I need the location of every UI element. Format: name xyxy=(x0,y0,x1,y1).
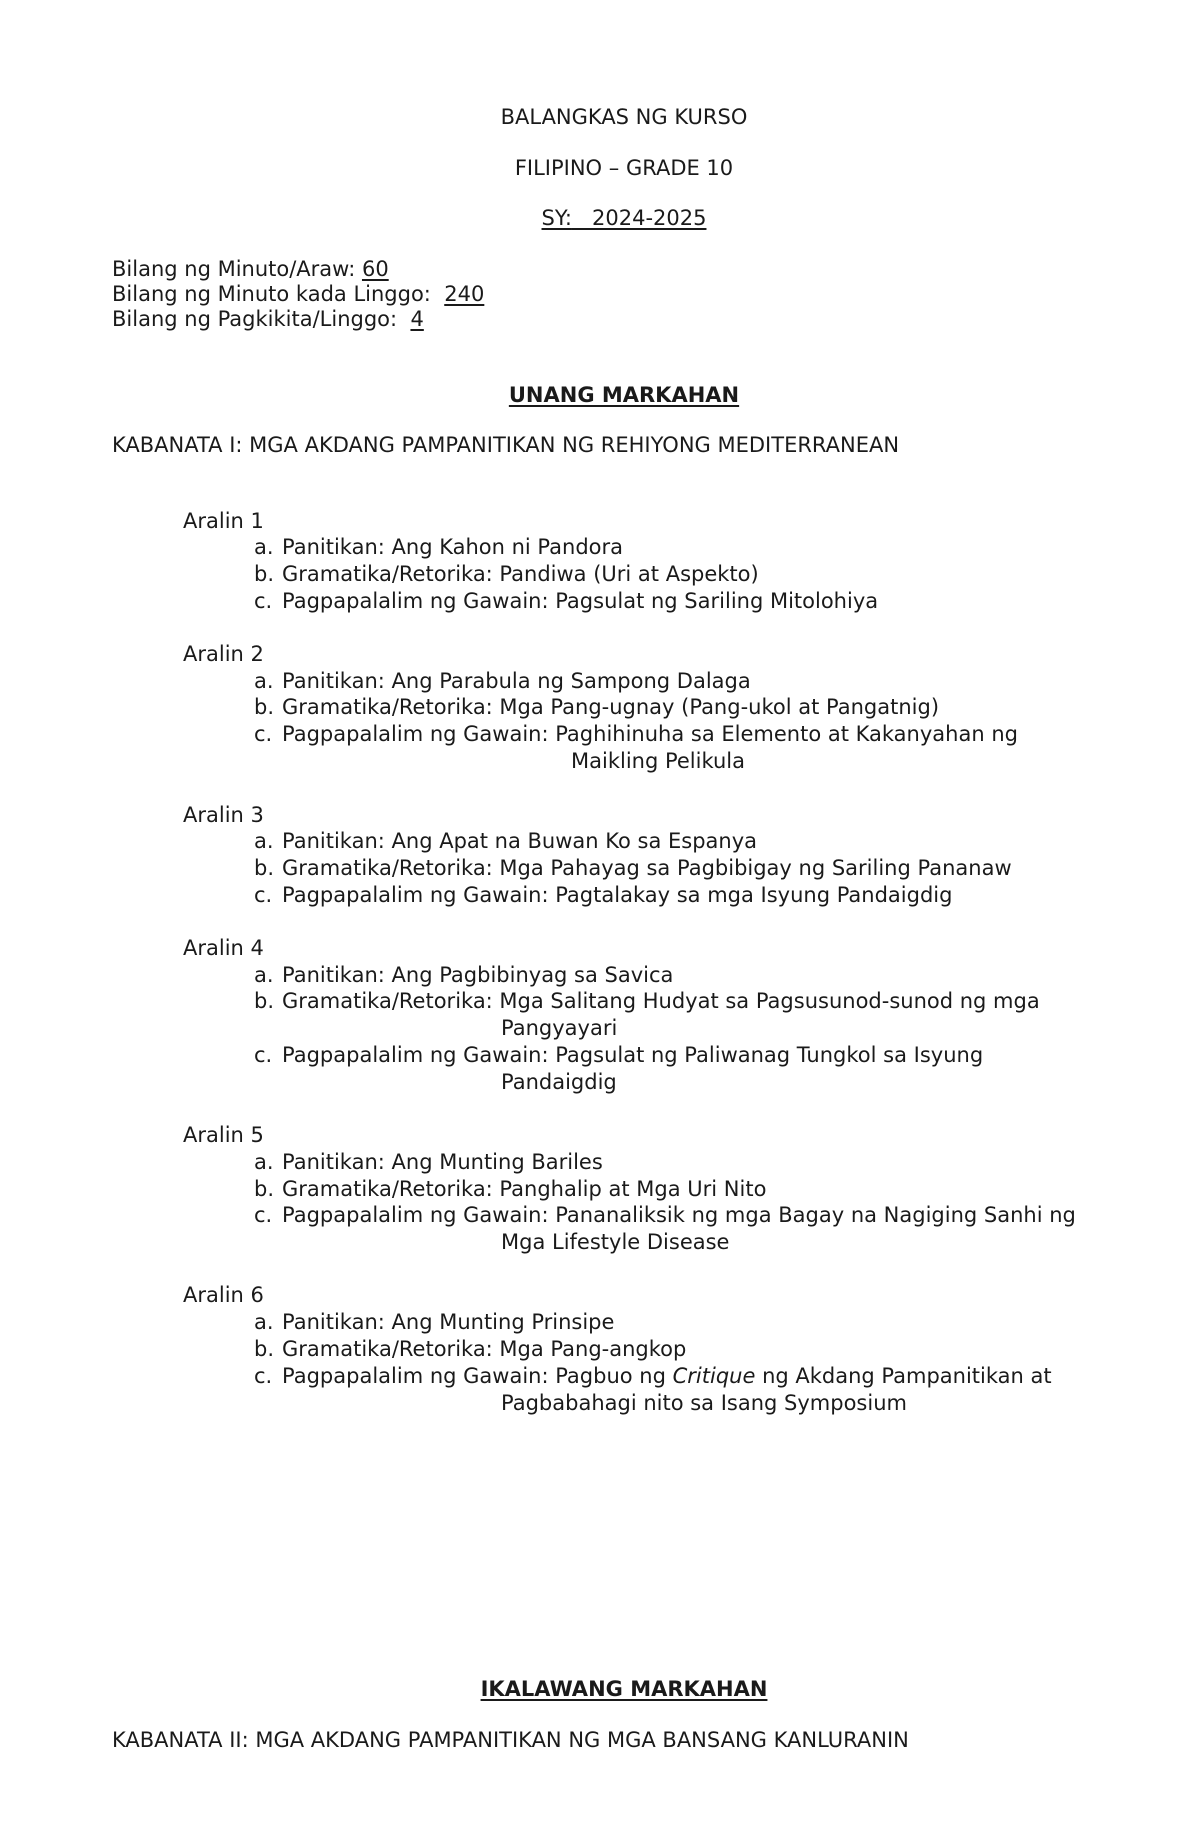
quarter-heading: IKALAWANG MARKAHAN xyxy=(480,1677,768,1701)
lesson-item xyxy=(254,1042,983,1069)
lesson-item xyxy=(254,721,1018,748)
document-title: BALANGKAS NG KURSO xyxy=(500,105,748,129)
item-prefix: a. xyxy=(254,963,274,987)
lesson-item-continuation: Pandaigdig xyxy=(501,1070,617,1094)
lesson-item xyxy=(254,1309,614,1336)
document-subtitle: FILIPINO – GRADE 10 xyxy=(514,156,734,180)
lesson-title: Aralin 6 xyxy=(183,1283,264,1307)
lesson-item xyxy=(254,668,751,695)
lesson-item-continuation: Pagbabahagi nito sa Isang Symposium xyxy=(501,1391,907,1415)
lesson-item xyxy=(254,1176,766,1203)
item-prefix: a. xyxy=(254,829,274,853)
lesson-title: Aralin 2 xyxy=(183,642,264,666)
item-text-italic: Critique xyxy=(672,1364,756,1388)
item-text: Panitikan: Ang Apat na Buwan Ko sa Espanya xyxy=(282,829,758,853)
meta-label: Bilang ng Minuto/Araw: xyxy=(112,257,356,281)
meta-minutes-per-week xyxy=(112,281,484,308)
item-prefix: c. xyxy=(254,722,273,746)
item-text: Pagpapalalim ng Gawain: Pagtalakay sa mga Isyung Pandaigdig xyxy=(282,883,953,907)
lesson-item-continuation: Maikling Pelikula xyxy=(571,749,745,773)
lesson-item xyxy=(254,694,939,721)
lesson-item xyxy=(254,1202,1076,1229)
lesson-title: Aralin 1 xyxy=(183,509,264,533)
meta-label: Bilang ng Minuto kada Linggo: xyxy=(112,282,431,306)
school-year xyxy=(0,205,1200,232)
lesson-item xyxy=(254,828,757,855)
meta-minutes-per-day xyxy=(112,256,389,283)
item-text: Pagpapalalim ng Gawain: Pagsulat ng Paliwanag Tungkol sa Isyung xyxy=(282,1043,984,1067)
lesson-item-continuation: Pangyayari xyxy=(501,1016,618,1040)
lesson-item xyxy=(254,588,878,615)
lesson-item-continuation: Mga Lifestyle Disease xyxy=(501,1230,730,1254)
item-prefix: c. xyxy=(254,1043,273,1067)
meta-value: 4 xyxy=(410,307,424,331)
lesson-item xyxy=(254,882,952,909)
item-prefix: b. xyxy=(254,989,275,1013)
item-text: Panitikan: Ang Kahon ni Pandora xyxy=(282,535,624,559)
school-year-label: SY: xyxy=(541,206,572,230)
item-text: Pagpapalalim ng Gawain: Pananaliksik ng mga Bagay na Nagiging Sanhi ng xyxy=(282,1203,1076,1227)
quarter-heading: UNANG MARKAHAN xyxy=(508,383,740,407)
item-text-after: ng Akdang Pampanitikan at xyxy=(755,1364,1052,1388)
item-text: Gramatika/Retorika: Panghalip at Mga Uri Nito xyxy=(282,1177,767,1201)
item-prefix: a. xyxy=(254,669,274,693)
lesson-title: Aralin 4 xyxy=(183,936,264,960)
item-text: Panitikan: Ang Munting Prinsipe xyxy=(282,1310,615,1334)
item-prefix: b. xyxy=(254,695,275,719)
item-prefix: b. xyxy=(254,856,275,880)
meta-value: 240 xyxy=(444,282,485,306)
lesson-item xyxy=(254,1149,603,1176)
item-text: Gramatika/Retorika: Pandiwa (Uri at Aspekto) xyxy=(282,562,759,586)
item-prefix: c. xyxy=(254,883,273,907)
item-text: Panitikan: Ang Parabula ng Sampong Dalaga xyxy=(282,669,751,693)
lesson-item xyxy=(254,561,759,588)
item-prefix: c. xyxy=(254,1364,273,1388)
school-year-spacer xyxy=(572,206,592,230)
lesson-item xyxy=(254,962,673,989)
item-text: Pagpapalalim ng Gawain: Pagsulat ng Sariling Mitolohiya xyxy=(282,589,879,613)
item-prefix: c. xyxy=(254,1203,273,1227)
lesson-item xyxy=(254,1336,686,1363)
item-prefix: b. xyxy=(254,562,275,586)
lesson-item xyxy=(254,988,1040,1015)
item-prefix: a. xyxy=(254,1150,274,1174)
lesson-title: Aralin 3 xyxy=(183,803,264,827)
lesson-item xyxy=(254,1363,1052,1390)
item-text: Gramatika/Retorika: Mga Pang-angkop xyxy=(282,1337,687,1361)
item-text: Panitikan: Ang Pagbibinyag sa Savica xyxy=(282,963,674,987)
item-text: Gramatika/Retorika: Mga Pahayag sa Pagbibigay ng Sariling Pananaw xyxy=(282,856,1012,880)
school-year-value: 2024-2025 xyxy=(592,206,707,230)
item-text: Gramatika/Retorika: Mga Pang-ugnay (Pang-ukol at Pangatnig) xyxy=(282,695,940,719)
item-text-before: Pagpapalalim ng Gawain: Pagbuo ng xyxy=(282,1364,673,1388)
item-prefix: c. xyxy=(254,589,273,613)
item-prefix: a. xyxy=(254,535,274,559)
meta-value: 60 xyxy=(361,257,389,281)
item-text: Gramatika/Retorika: Mga Salitang Hudyat sa Pagsusunod-sunod ng mga xyxy=(282,989,1040,1013)
item-text: Pagpapalalim ng Gawain: Paghihinuha sa Elemento at Kakanyahan ng xyxy=(282,722,1018,746)
item-prefix: b. xyxy=(254,1177,275,1201)
lesson-title: Aralin 5 xyxy=(183,1123,264,1147)
chapter-heading: KABANATA I: MGA AKDANG PAMPANITIKAN NG REHIYONG MEDITERRANEAN xyxy=(112,433,900,457)
chapter-heading: KABANATA II: MGA AKDANG PAMPANITIKAN NG MGA BANSANG KANLURANIN xyxy=(112,1728,909,1752)
meta-label: Bilang ng Pagkikita/Linggo: xyxy=(112,307,398,331)
item-text: Panitikan: Ang Munting Bariles xyxy=(282,1150,603,1174)
meta-meetings-per-week xyxy=(112,306,424,333)
lesson-item xyxy=(254,855,1012,882)
item-prefix: b. xyxy=(254,1337,275,1361)
lesson-item xyxy=(254,534,623,561)
item-prefix: a. xyxy=(254,1310,274,1334)
